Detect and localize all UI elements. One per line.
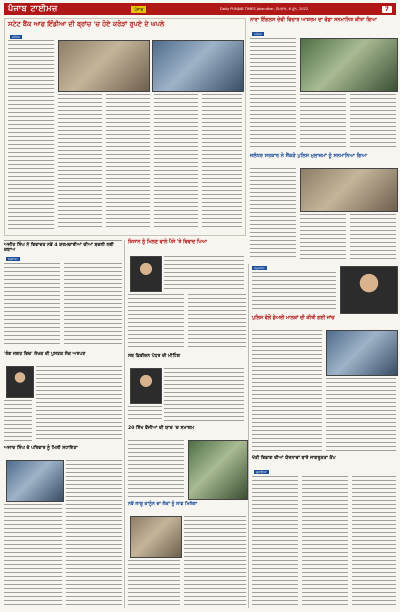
lead-column-5 — [202, 94, 242, 230]
left-mid-column-2 — [64, 263, 122, 347]
right-top-tag: ਨਕੋਦਰ — [254, 32, 262, 36]
center-low-column — [164, 368, 244, 422]
masthead — [4, 3, 396, 15]
masthead-title: ਪੰਜਾਬ ਟਾਈਮਜ਼ — [8, 4, 58, 13]
lead-column-3 — [106, 94, 150, 230]
center-mid-column-1 — [164, 256, 244, 290]
right-low-portrait — [340, 266, 398, 314]
right-bottom-tag: ਗੁਰਾਇਆ — [256, 470, 267, 474]
divider — [124, 240, 125, 608]
center-footer-column-1 — [184, 516, 246, 606]
center-footer-photo — [130, 516, 182, 558]
right-mid-headline: ਜਲੰਧਰ ਸਰਕਾਰ ਨੇ ਸੈਂਕੜੇ ਪੁਲਿਸ ਮੁਲਾਜ਼ਮਾਂ ਨੂੰ ਸਨਮਾਨਿਆ ਗਿਆ — [250, 153, 368, 159]
center-footer-headline: ਨਵੇਂ ਲਾਗੂ ਕਾਨੂੰਨ ਦਾ ਲੋਕਾਂ ਨੂੰ ਲਾਭ ਮਿਲੇਗਾ — [128, 502, 198, 507]
left-low-column-2 — [4, 400, 32, 442]
right-low-photo — [326, 330, 398, 376]
center-mid-portrait — [130, 256, 162, 292]
author-photo — [6, 366, 34, 398]
right-bottom-column-1 — [252, 476, 298, 606]
left-mid-column-1 — [4, 263, 60, 347]
left-bottom-column-1 — [66, 460, 122, 606]
right-bottom-headline: ਖੇਤੀ ਵਿਭਾਗ ਦੀਆਂ ਯੋਜਨਾਵਾਂ ਬਾਰੇ ਜਾਗਰੂਕਤਾ ਕੈਂਪ — [252, 456, 336, 461]
center-bottom-column-1 — [128, 440, 184, 498]
left-bottom-headline: ਅਜਾਦ ਸਿੰਘ ਦੇ ਪਰਿਵਾਰ ਨੂੰ ਮਿਲੀ ਸਹਾਇਤਾ — [4, 446, 78, 451]
lead-photo-2 — [152, 40, 244, 92]
right-low-column-2 — [326, 378, 396, 452]
left-mid-tag: ਫਗਵਾੜਾ — [8, 257, 18, 261]
page-number: 7 — [382, 6, 392, 13]
lead-photo-1 — [58, 40, 150, 92]
right-low-headline: ਪੁਲਿਸ ਵੱਲੋਂ ਡੇਅਰੀ ਮਾਲਕਾਂ ਦੀ ਕੀਤੀ ਗਈ ਜਾਂਚ — [252, 316, 335, 321]
divider — [248, 264, 249, 608]
right-top-headline: ਨਾਰਾ ਇੰਗਲਸ ਦੇਵੀ ਵਿਚਾਰ ਆਸ਼ਰਮ ਦਾ ਵੱਡਾ ਸਨਮਾਨਿਤ ਕੀਤਾ ਗਿਆ — [250, 17, 377, 23]
right-mid-photo — [300, 168, 398, 212]
left-bottom-photo — [6, 460, 64, 502]
left-low-headline: 'ਰੰਗ ਜਗਤ ਵਿਚ' ਲੇਖਕ ਦੀ ਪੁਸਤਕ ਲੋਕ ਅਰਪਣ — [4, 352, 86, 357]
right-top-column-1 — [250, 38, 296, 150]
right-top-column-2 — [300, 94, 346, 150]
left-mid-headline: ਅਜੀਤ ਸਿੰਘ ਨੇ ਵਿਵਾਦਤ ਨਵੇਂ 4 ਕਰਮਚਾਰੀਆਂ ਦੀਆਂ ਬਦਲੀ ਲਈ ਦਬਾਅ — [4, 243, 114, 254]
center-mid-column-3 — [188, 294, 246, 350]
lead-column-4 — [154, 94, 198, 230]
divider — [4, 240, 122, 241]
left-low-column — [36, 366, 122, 442]
center-mid-headline: ਕਿਸਾਨ ਨੂੰ ਮਿਲਣ ਵਾਲੇ ਪੈਸੇ 'ਤੇ ਵਿਵਾਦ ਪਿਆ — [128, 240, 207, 245]
right-top-column-3 — [350, 94, 396, 150]
lead-tag: ਜਲੰਧਰ — [12, 35, 20, 39]
right-top-photo — [300, 38, 398, 92]
right-mid-column-2 — [300, 214, 346, 260]
center-footer-column-2 — [128, 560, 180, 606]
lead-column-2 — [58, 94, 102, 230]
center-mid-column-2 — [128, 294, 184, 350]
right-mid-column-1 — [250, 168, 296, 260]
right-bottom-column-3 — [352, 476, 396, 606]
center-bottom-photo — [188, 440, 248, 500]
right-low-column-1 — [252, 330, 322, 452]
right-low-column-top — [252, 272, 336, 312]
dateline: Daily PUNJAB TIMES Jalandhar, ਸੋਮਵਾਰ, 6 ਜੂਨ, 2022 — [220, 7, 309, 11]
right-low-tag: ਕਪੂਰਥਲਾ — [254, 266, 265, 270]
center-low-headline: ਸਬ ਡਿਵੀਜ਼ਨ ਪੱਧਰ ਦੀ ਮੀਟਿੰਗ — [128, 354, 181, 359]
center-bottom-headline: 20 ਸਿੱਖ ਫੌਜੀਆਂ ਦੀ ਯਾਦ 'ਚ ਸਮਾਗਮ — [128, 426, 195, 431]
lead-headline: ਸਟੇਟ ਬੈਂਕ ਆਫ ਇੰਡੀਆ ਦੀ ਬ੍ਰਾਂਚ 'ਚ ਹੋਏ ਕਰੋੜਾਂ ਰੁਪਏ ਦੇ ਘਪਲੇ — [8, 20, 165, 28]
center-low-portrait — [130, 368, 162, 404]
center-low-column-2 — [128, 406, 162, 422]
lead-column-1 — [8, 40, 54, 230]
left-bottom-column-2 — [4, 504, 62, 606]
right-mid-column-3 — [350, 214, 396, 260]
right-bottom-column-2 — [302, 476, 348, 606]
section-tag: ਪੰਜਾਬ — [131, 6, 146, 13]
